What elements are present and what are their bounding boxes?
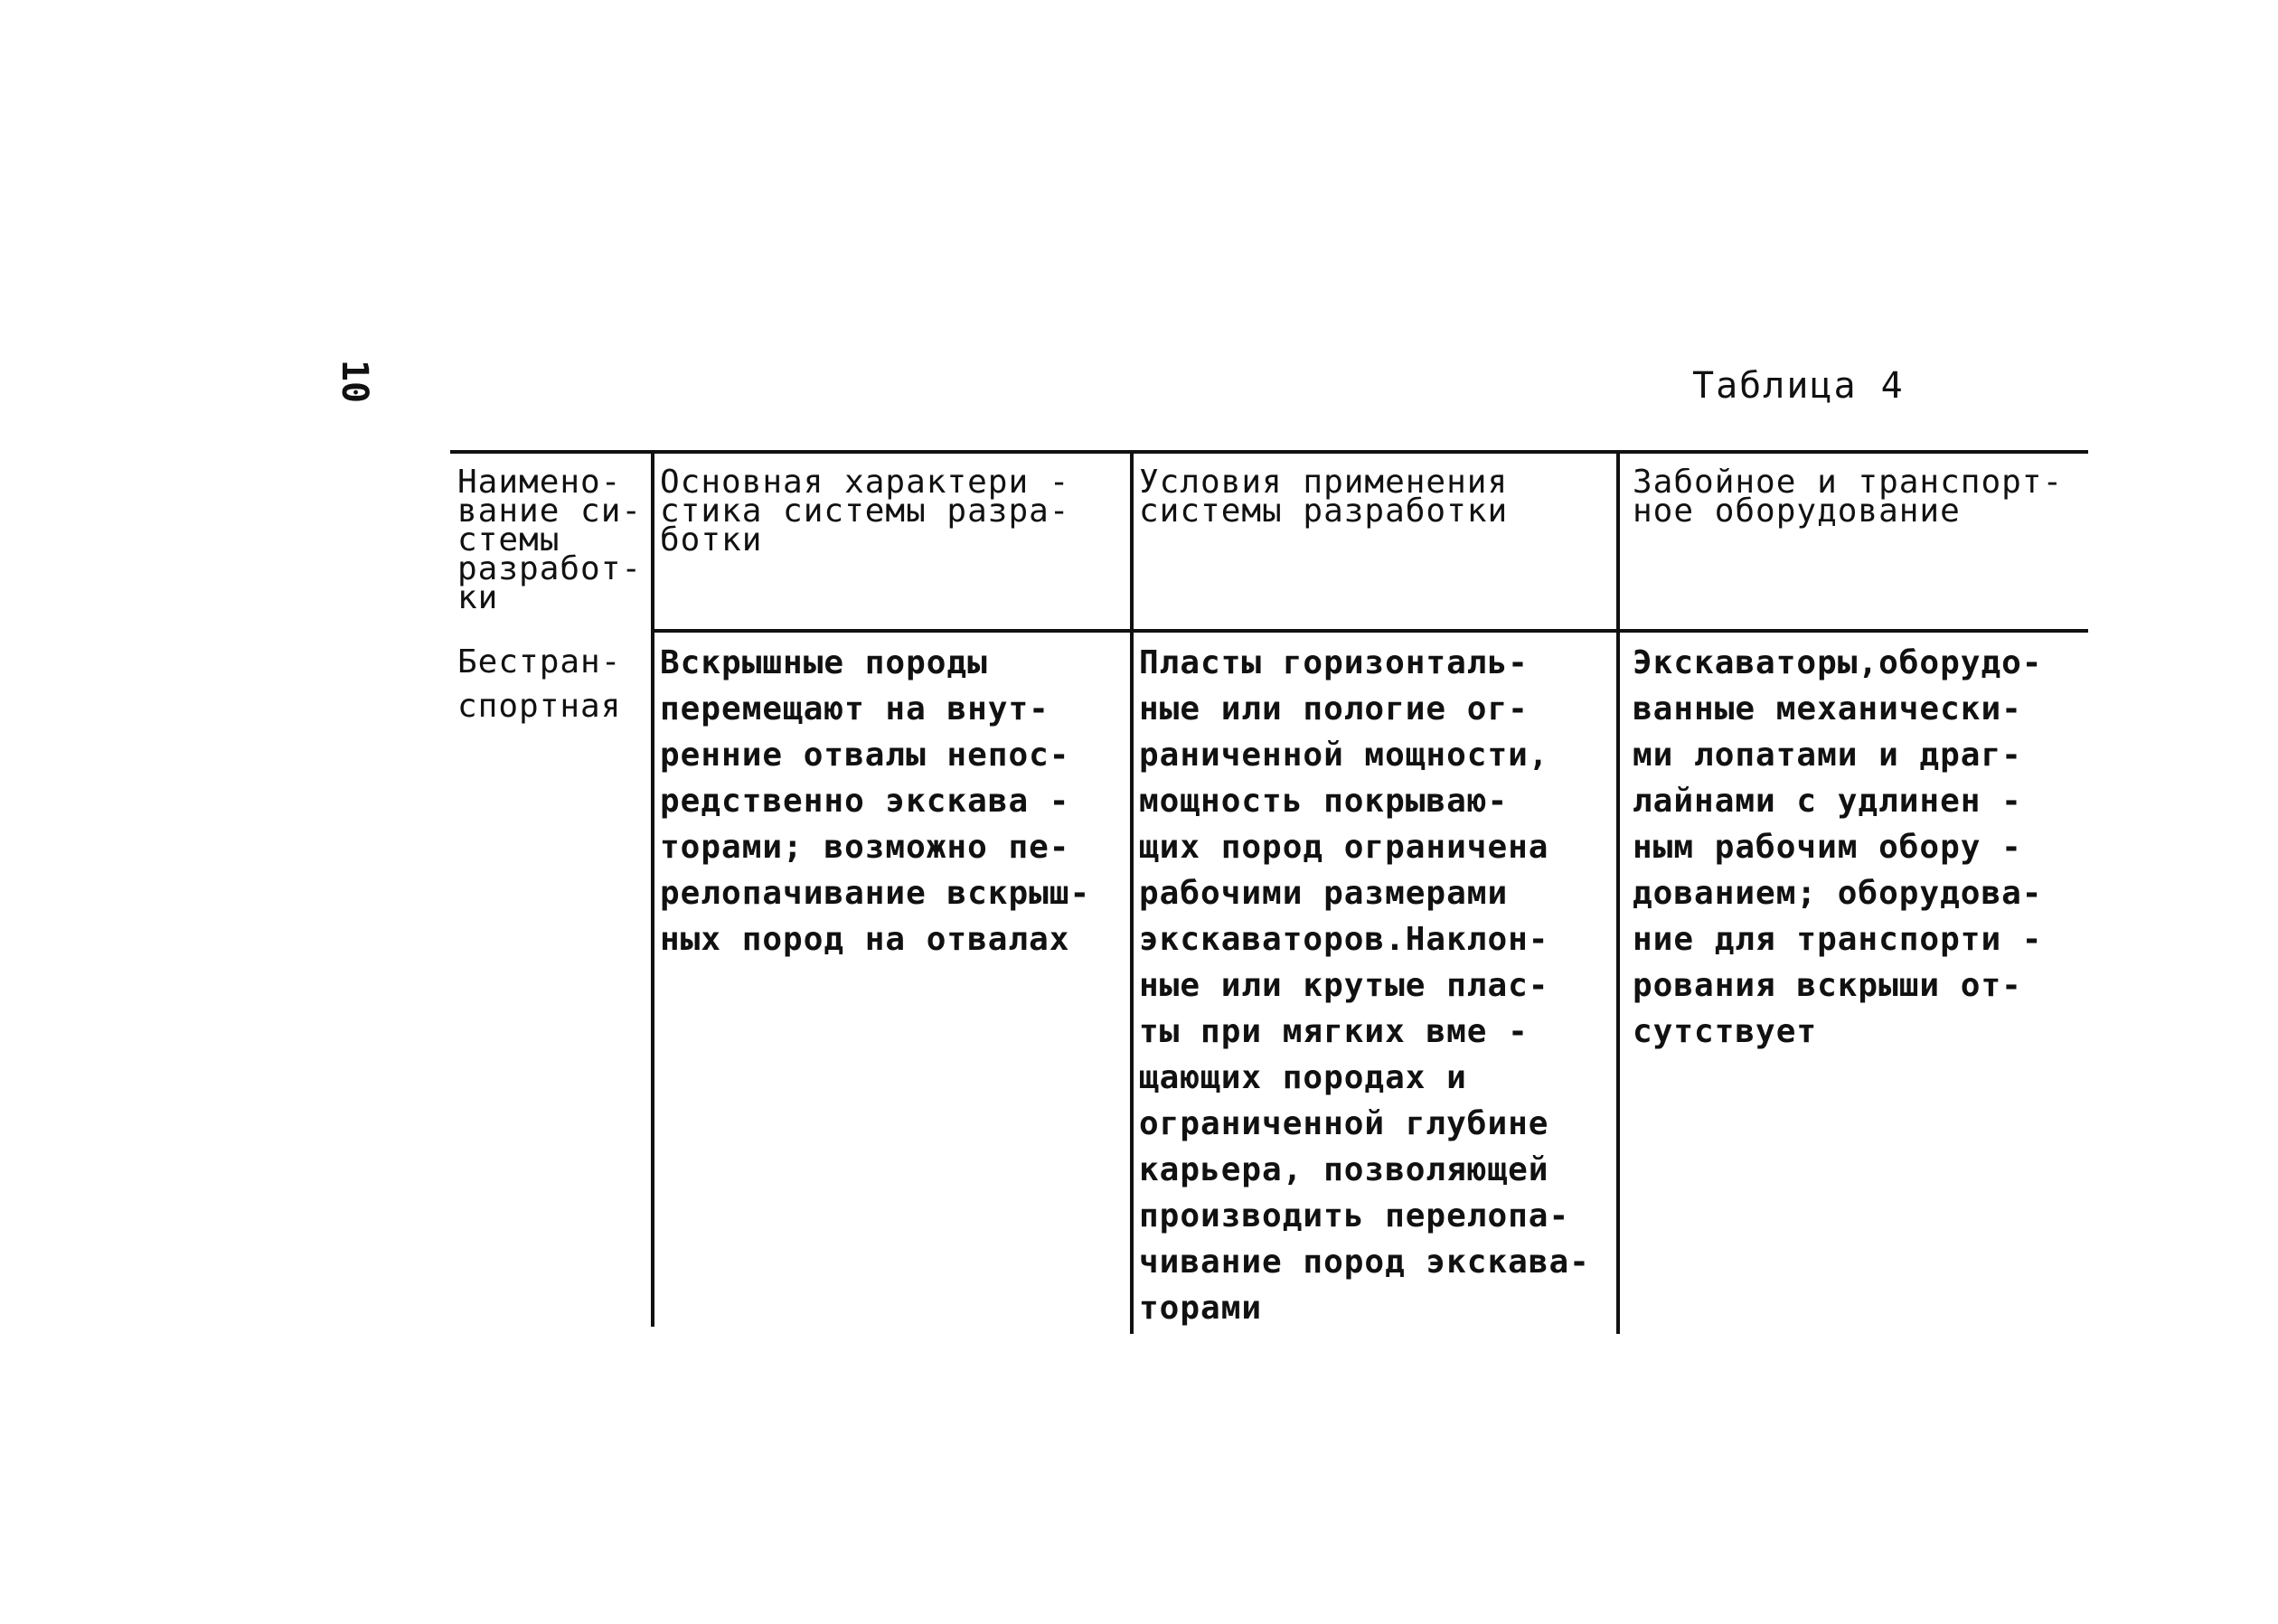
column-divider-2	[1130, 452, 1134, 1334]
cell-main-characteristic: Вскрышные породы перемещают на внут- ренние отвалы непос- редственно экскава - торами; возможно пе- релопачивание вскрыш- ных пород на отвалах	[660, 644, 1091, 958]
table-caption: Таблица 4	[1692, 365, 1905, 407]
table-top-rule	[450, 450, 2088, 454]
column-divider-3	[1616, 452, 1620, 1334]
cell-system-name: Бестран- спортная	[457, 643, 622, 725]
column-divider-1	[651, 452, 654, 1327]
page-number: 10	[334, 359, 375, 404]
header-application-conditions: Условия применения системы разработки	[1139, 468, 1509, 530]
data-table	[450, 450, 2088, 1334]
header-main-characteristic: Основная характери - стика системы разра- ботки	[660, 468, 1070, 559]
header-system-name: Наимено- вание си- стемы разработ- ки	[457, 468, 643, 616]
header-equipment: Забойное и транспорт- ное оборудование	[1633, 468, 2064, 530]
cell-equipment: Экскаваторы,оборудо- ванные механически- ми лопатами и драг- лайнами с удлинен - ным рабочим обору - дованием; оборудова- ние для транспорти - рования вскрыши от- сутствует	[1633, 644, 2043, 1050]
cell-application-conditions: Пласты горизонталь- ные или пологие ог- раниченной мощности, мощность покрываю- щих пород ограничена рабочими размерами экскаваторов.Наклон- ные или крутые плас- ты при мягких вме - щающих породах и ограниченной глубине карьера, позволяющей производить перелопа- чивание пород экскава- торами	[1139, 644, 1590, 1327]
